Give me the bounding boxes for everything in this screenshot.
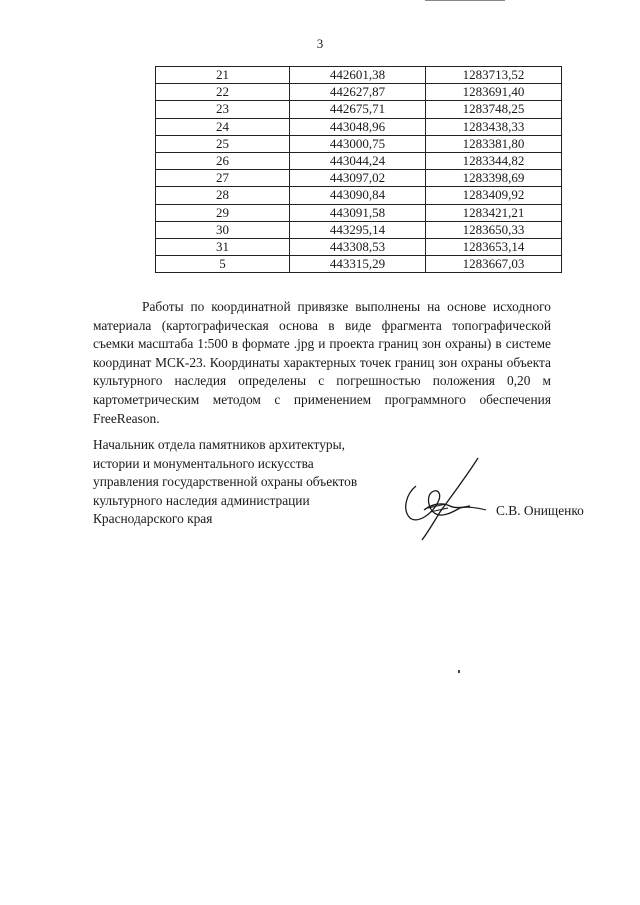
point-number-cell: 23 <box>156 101 290 118</box>
table-row <box>156 152 562 169</box>
point-number-cell: 31 <box>156 238 290 255</box>
top-edge-mark <box>425 0 505 1</box>
point-number-cell: 30 <box>156 221 290 238</box>
table-row <box>156 221 562 238</box>
x-coordinate-cell: 443044,24 <box>290 152 426 169</box>
point-number-cell: 5 <box>156 256 290 273</box>
y-coordinate-cell: 1283398,69 <box>426 170 562 187</box>
point-number-cell: 24 <box>156 118 290 135</box>
point-number-cell: 28 <box>156 187 290 204</box>
point-number-cell: 21 <box>156 67 290 84</box>
x-coordinate-cell: 443315,29 <box>290 256 426 273</box>
table-row <box>156 67 562 84</box>
coordinates-table <box>155 66 562 273</box>
y-coordinate-cell: 1283344,82 <box>426 152 562 169</box>
table-row <box>156 135 562 152</box>
y-coordinate-cell: 1283748,25 <box>426 101 562 118</box>
point-number-cell: 27 <box>156 170 290 187</box>
signatory-title-line: истории и монументального искусства <box>93 455 314 471</box>
x-coordinate-cell: 442675,71 <box>290 101 426 118</box>
y-coordinate-cell: 1283409,92 <box>426 187 562 204</box>
y-coordinate-cell: 1283381,80 <box>426 135 562 152</box>
signatory-title-line: Краснодарского края <box>93 511 213 527</box>
y-coordinate-cell: 1283438,33 <box>426 118 562 135</box>
body-paragraph: Работы по координатной привязке выполнены на основе исходного материала (картографическая основа в виде фрагмента топографической съемки масштаба 1:500 в формате .jpg и проекта границ зон охраны) в системе координат МСК-23. Координаты характерных точек границ зон охраны объекта культурного наследия определены с погрешностью положения 0,20 м картометрическим методом с применением программного обеспечения FreeReason. <box>93 299 551 426</box>
coordinates-table-body <box>156 67 562 273</box>
y-coordinate-cell: 1283650,33 <box>426 221 562 238</box>
point-number-cell: 26 <box>156 152 290 169</box>
y-coordinate-cell: 1283713,52 <box>426 67 562 84</box>
x-coordinate-cell: 442601,38 <box>290 67 426 84</box>
table-row <box>156 187 562 204</box>
signatory-block <box>93 436 357 529</box>
scan-speck <box>458 670 460 673</box>
point-number-cell: 22 <box>156 84 290 101</box>
x-coordinate-cell: 443308,53 <box>290 238 426 255</box>
y-coordinate-cell: 1283653,14 <box>426 238 562 255</box>
y-coordinate-cell: 1283667,03 <box>426 256 562 273</box>
signatory-title-line: управления государственной охраны объектов <box>93 474 358 490</box>
handwritten-signature <box>398 452 498 544</box>
table-row <box>156 84 562 101</box>
table-row <box>156 101 562 118</box>
x-coordinate-cell: 443295,14 <box>290 221 426 238</box>
signatory-title-line: культурного наследия администрации <box>93 492 310 508</box>
table-row <box>156 118 562 135</box>
x-coordinate-cell: 443090,84 <box>290 187 426 204</box>
page-number: 3 <box>316 36 324 51</box>
x-coordinate-cell: 443000,75 <box>290 135 426 152</box>
table-row <box>156 256 562 273</box>
signer-name: С.В. Онищенко <box>496 503 584 518</box>
x-coordinate-cell: 443091,58 <box>290 204 426 221</box>
point-number-cell: 29 <box>156 204 290 221</box>
x-coordinate-cell: 442627,87 <box>290 84 426 101</box>
table-row <box>156 170 562 187</box>
signatory-title-line: Начальник отдела памятников архитектуры, <box>93 437 345 452</box>
y-coordinate-cell: 1283691,40 <box>426 84 562 101</box>
point-number-cell: 25 <box>156 135 290 152</box>
x-coordinate-cell: 443097,02 <box>290 170 426 187</box>
x-coordinate-cell: 443048,96 <box>290 118 426 135</box>
table-row <box>156 238 562 255</box>
table-row <box>156 204 562 221</box>
y-coordinate-cell: 1283421,21 <box>426 204 562 221</box>
